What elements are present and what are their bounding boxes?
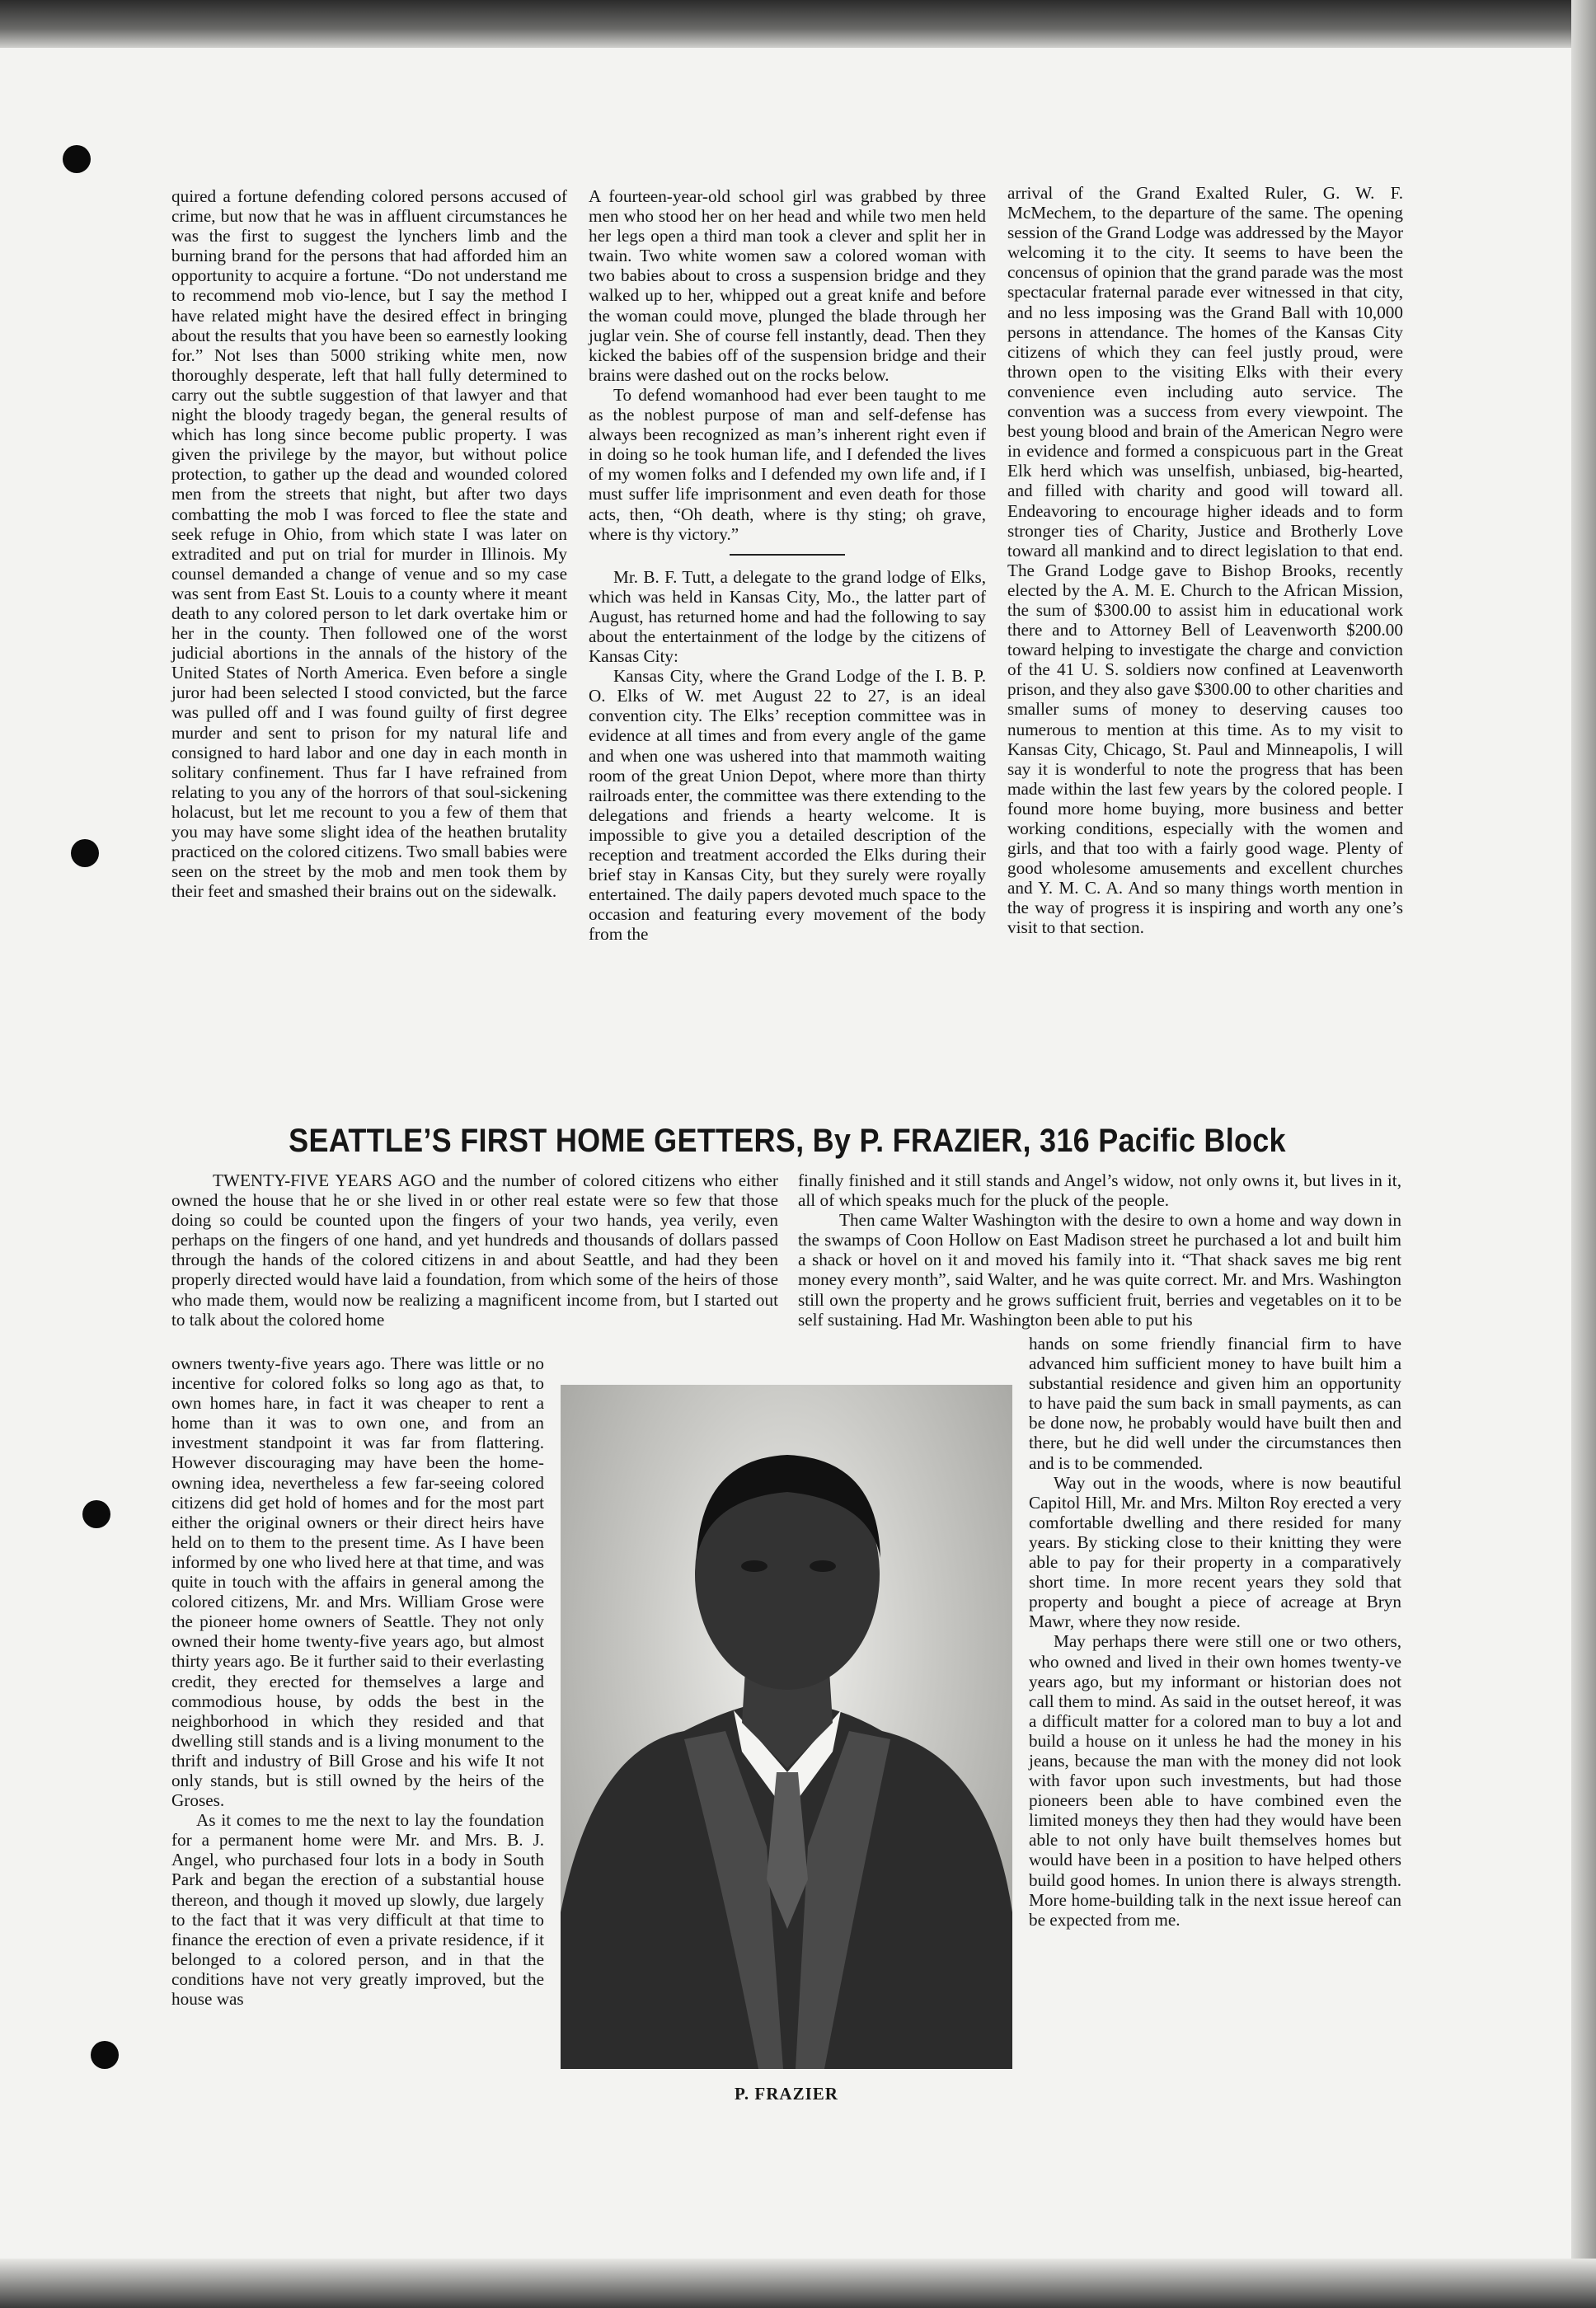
portrait-photo [561, 1385, 1012, 2069]
paragraph: As it comes to me the next to lay the foundation for a permanent home were Mr. and Mrs. B. J. Angel, who purchased four lots in a body in South Park and began the erection of a substantial house thereon, and though it moved up slowly, due largely to the fact that it was very difficult at that time to finance the erection of even a private residence, if it belonged to a colored person, and in that the conditions have not very greatly improved, but the house was [171, 1810, 544, 2009]
top-column-3 [1007, 183, 1403, 938]
photo-caption: P. FRAZIER [735, 2084, 838, 2104]
top-column-1 [171, 186, 567, 901]
paragraph: Then came Walter Washington with the desire to own a home and way down in the swamps of Coon Hollow on East Madison street he purchased a lot and built him a shack or hovel on it and moved his family into it. “That shack saves me big rent money every month”, said Walter, and he was quite correct. Mr. and Mrs. Washington still own the property and he grows sufficient fruit, berries and vegetables on it to be self sustaining. Had Mr. Washington been able to put his [798, 1210, 1401, 1330]
section-divider [730, 554, 845, 556]
article-headline: SEATTLE’S FIRST HOME GETTERS, By P. FRAZIER, 316 Pacific Block [289, 1123, 1286, 1159]
paragraph: To defend womanhood had ever been taught to me as the noblest purpose of man and self-defense has always been recognized as man’s inherent right even if in doing so he took human life, and I defended the lives of my women folks and I defended my own life and, if I must suffer life imprisonment and even death for those acts, then, “Oh death, where is thy sting; oh grave, where is thy victory.” [589, 384, 986, 544]
paragraph: Mr. B. F. Tutt, a delegate to the grand lodge of Elks, which was held in Kansas City, Mo., the latter part of August, has returned home and had the following to say about the entertainment of the lodge by the citizens of Kansas City: [589, 566, 986, 667]
paragraph: quired a fortune defending colored persons accused of crime, but now that he was in affluent circumstances he was the first to suggest the lynchers limb and the burning brand for the persons that had afforded him an opportunity to acquire a fortune. “Do not understand me to recommend mob vio-lence, but I say the method I have related might have the desired effect in bringing about the results that you have been so earnestly looking for.” Not lses than 5000 striking white men, now thoroughly desperate, left that hall fully determined to carry out the subtle suggestion of that lawyer and that night the bloody tragedy began, the general results of which has long since become public property. I was given the privilege by the mayor, but without police protection, to gather up the dead and wounded colored men from the streets that night, but after two days combatting the mob I was forced to flee the state and seek refuge in Ohio, from which state I was later on extradited and put on trial for murder in Illinois. My counsel demanded a change of venue and so my case was sent from East St. Louis to a county where it meant death to any colored person to let dark overtake him or her in the county. Then followed one of the worst judicial abortions in the annals of the history of the United States of North America. Even before a single juror had been selected I stood convicted, but the farce was pulled off and I was found guilty of first degree murder and sent to prison for my natural life and consigned to hard labor and one day in each month in solitary confinement. Thus far I have refrained from relating to you any of the horrors of that soul-sickening holacust, but let me recount to you a few of them that you may have some slight idea of the heathen brutality practiced on the colored citizens. Two small babies were seen on the street by the mob and men took them by their feet and smashed their brains out on the sidewalk. [171, 186, 567, 902]
page-edge-bottom [0, 2259, 1596, 2308]
punch-hole [63, 145, 91, 173]
page-edge-right [1571, 0, 1596, 2308]
paragraph: owners twenty-five years ago. There was little or no incentive for colored folks so long ago as that, to own homes hare, in fact it was cheaper to rent a home than it was to own one, and from an investment standpoint it was far from flattering. However discouraging may have been the home-owning idea, nevertheless a few far-seeing colored citizens did get hold of homes and for the most part either the original owners or their direct heirs have held on to them to the present time. As I have been informed by one who lived here at that time, and was quite in touch with the affairs in general among the colored citizens, Mr. and Mrs. William Grose were the pioneer home owners of Seattle. They not only owned their home twenty-five years ago, but almost thirty years ago. Be it further said to their everlasting credit, they erected for themselves a large and commodious house, by odds the best in the neighborhood in which they resided and that dwelling still stands and is a living monument to the thrift and industry of Bill Grose and his wife It not only stands, but is still owned by the heirs of the Groses. [171, 1353, 544, 1811]
article-right-column [1029, 1334, 1401, 1930]
article-right-upper [798, 1170, 1401, 1330]
paragraph: Kansas City, where the Grand Lodge of the I. B. P. O. Elks of W. met August 22 to 27, is an ideal convention city. The Elks’ reception committee was in evidence at all times and from every angle of the game and when one was ushered into that mammoth waiting room of the great Union Depot, where more than thirty railroads enter, the committee was there extending to the delegations and friends a hearty welcome. It is impossible to give you a detailed description of the reception and treatment accorded the Elks during their brief stay in Kansas City, but they surely were royally entertained. The daily papers devoted much space to the occasion and featuring every movement of the body from the [589, 666, 986, 945]
article-intro [171, 1170, 778, 1330]
article-left-column [171, 1353, 544, 2009]
top-column-2 [589, 186, 986, 944]
paragraph: finally finished and it still stands and Angel’s widow, not only owns it, but lives in it, all of which speaks much for the pluck of the people. [798, 1170, 1401, 1211]
punch-hole [82, 1500, 110, 1528]
page-edge-top [0, 0, 1596, 48]
paragraph: Way out in the woods, where is now beautiful Capitol Hill, Mr. and Mrs. Milton Roy erected a very comfortable dwelling and there resided for many years. By sticking close to their knitting they were able to pay for their property in a comparatively short time. In more recent years they sold that property and bought a piece of acreage at Bryn Mawr, where they now reside. [1029, 1472, 1401, 1632]
paragraph: A fourteen-year-old school girl was grabbed by three men who stood her on her head and while two men held her legs open a third man took a clever and split her in twain. Two white women saw a colored woman with two babies about to cross a suspension bridge and they walked up to her, whipped out a great knife and before the woman could move, plunged the blade through her juglar vein. She of course fell instantly, dead. Then they kicked the babies off of the suspension bridge and their brains were dashed out on the rocks below. [589, 186, 986, 385]
portrait-figure [561, 1385, 1012, 2069]
paragraph: arrival of the Grand Exalted Ruler, G. W. F. McMechem, to the departure of the same. The opening session of the Grand Lodge was addressed by the Mayor welcoming it to the city. It seems to have been the concensus of opinion that the grand parade was the most spectacular fraternal parade ever witnessed in that city, and no less imposing was the Grand Ball with 10,000 persons in attendance. The homes of the Kansas City citizens of which they can feel justly proud, were thrown open to the visiting Elks with their every convenience even including auto service. The convention was a success from every viewpoint. The best young blood and brain of the American Negro were in evidence and formed a conspicuous part in the Great Elk herd which was unselfish, unbiased, big-hearted, and filled with charity and good will toward all. Endeavoring to encourage higher ideads and to form stronger ties of Charity, Justice and Brotherly Love toward all mankind and to direct legislation to that end. The Grand Lodge gave to Bishop Brooks, recently elected by the A. M. E. Church to the African Mission, the sum of $300.00 to assist him in educational work there and to Attorney Bell of Leavenworth $200.00 toward helping to investigate the charge and conviction of the 41 U. S. soldiers now confined at Leavenworth prison, and they also gave $300.00 to other charities and smaller sums of money to deserving causes too numerous to mention at this time. As to my visit to Kansas City, Chicago, St. Paul and Minneapolis, I will say it is wonderful to note the progress that has been made within the last few years by the colored people. I found more home buying, more business and better working conditions, especially with the women and girls, and that too with a fairly good wage. Plenty of good wholesome amusements and excellent churches and Y. M. C. A. And so many things worth mention in the way of progress it is inspiring and worth any one’s visit to that section. [1007, 183, 1403, 938]
paragraph: TWENTY-FIVE YEARS AGO and the number of colored citizens who either owned the house that he or she lived in or other real estate were so few that those doing so could be counted upon the fingers of your two hands, yea verily, even perhaps on the fingers of one hand, and yet hundreds and thousands of dollars passed through the hands of the colored citizens in and about Seattle, and had they been properly directed would have laid a foundation, from which some of the heirs of those who made them, would now be realizing a magnificent income from, but I started out to talk about the colored home [171, 1170, 778, 1330]
paragraph: hands on some friendly financial firm to have advanced him sufficient money to have built him a substantial residence and given him an opportunity to have paid the sum back in small payments, as can be done now, he probably would have built then and there, but he did well under the circumstances then and is to be commended. [1029, 1334, 1401, 1473]
punch-hole [71, 839, 99, 867]
punch-hole [91, 2041, 119, 2069]
paragraph: May perhaps there were still one or two others, who owned and lived in their own homes twenty-ve years ago, but my informant or historian does not call them to mind. As said in the outset hereof, it was a difficult matter for a colored man to buy a lot and build a house on it unless he had the money in his jeans, because the man with the money did not look with favor upon such investments, but had those pioneers been able to have combined even the limited moneys they then had they would have been able to not only have built themselves homes but would have been in a position to have helped others build good homes. In union there is always strength. More home-building talk in the next issue hereof can be expected from me. [1029, 1631, 1401, 1930]
